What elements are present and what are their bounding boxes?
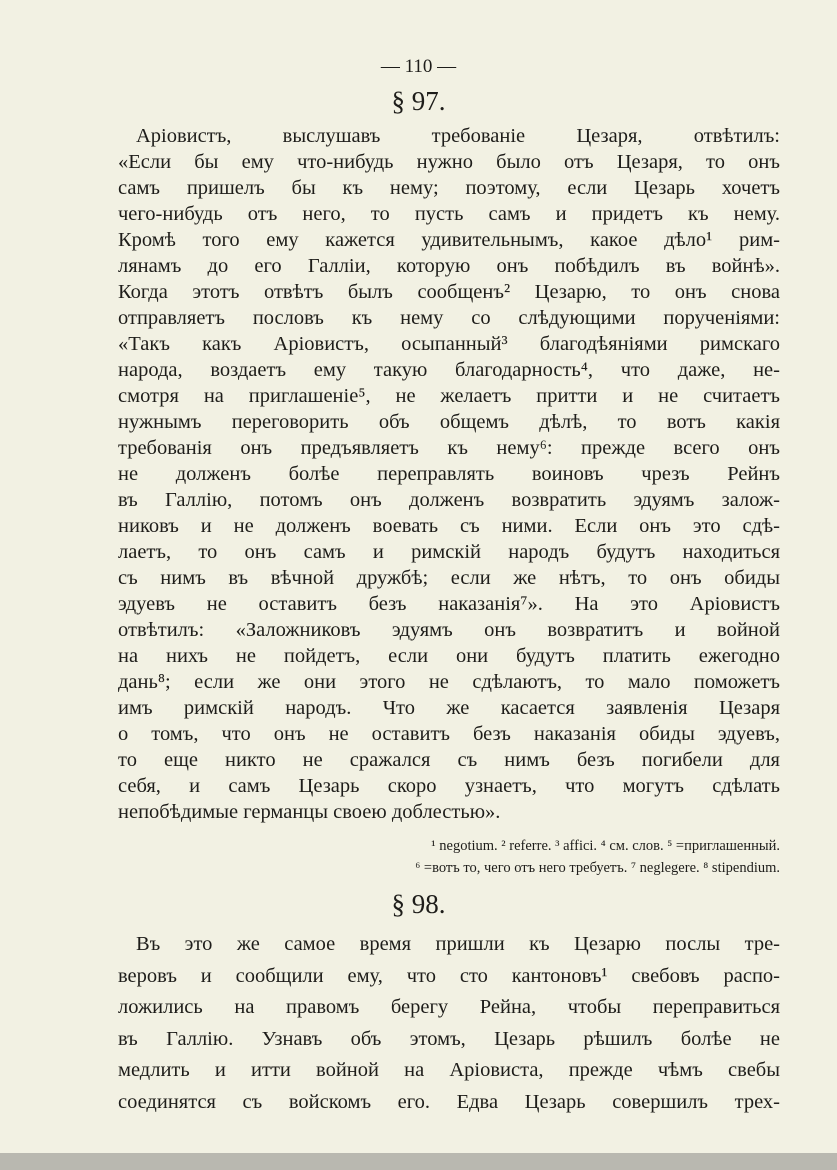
text-line: Аріовистъ, выслушавъ требованіе Цезаря, отвѣтилъ:: [136, 125, 780, 147]
text-line: то еще никто не сражался съ нимъ безъ погибели для: [118, 749, 780, 771]
scan-edge: [0, 1153, 837, 1170]
page-number: — 110 —: [380, 56, 457, 77]
text-line: нужнымъ переговорить объ общемъ дѣлѣ, то вотъ какія: [118, 411, 780, 433]
text-line: веровъ и сообщили ему, что сто кантоновъ¹ свебовъ распо-: [118, 964, 780, 987]
text-line: въ Галлію, потомъ онъ долженъ возвратить эдуямъ залож-: [118, 489, 780, 511]
section-98-text: [118, 929, 780, 1119]
text-line: непобѣдимые германцы своею доблестью».: [118, 801, 501, 823]
section-97-text: [118, 123, 780, 825]
text-line: самъ пришелъ бы къ нему; поэтому, если Цезарь хочетъ: [118, 177, 780, 199]
text-line: имъ римскій народъ. Что же касается заявленія Цезаря: [118, 697, 780, 719]
text-line: народа, воздаетъ ему такую благодарность⁴, что даже, не-: [118, 359, 780, 381]
text-line: чего-нибудь отъ него, то пусть самъ и придетъ къ нему.: [118, 203, 780, 225]
section-heading-98: § 98.: [391, 889, 446, 919]
text-line: Въ это же самое время пришли къ Цезарю послы тре-: [136, 933, 780, 955]
section-heading-97: § 97.: [391, 86, 446, 116]
text-line: лянамъ до его Галліи, которую онъ побѣдилъ въ войнѣ».: [118, 255, 780, 277]
text-line: требованія онъ предъявляетъ къ нему⁶: прежде всего онъ: [118, 437, 780, 459]
text-line: никовъ и не долженъ воевать съ ними. Если онъ это сдѣ-: [118, 515, 780, 537]
text-line: себя, и самъ Цезарь скоро узнаетъ, что могутъ сдѣлать: [118, 775, 780, 797]
text-line: медлить и итти войной на Аріовиста, прежде чѣмъ свебы: [118, 1059, 780, 1082]
text-line: смотря на приглашеніе⁵, не желаетъ притти и не считаетъ: [118, 385, 780, 407]
text-line: отвѣтилъ: «Заложниковъ эдуямъ онъ возвратитъ и войной: [118, 619, 780, 641]
text-line: не долженъ болѣе переправлять воиновъ чрезъ Рейнъ: [118, 463, 780, 485]
text-line: Когда этотъ отвѣтъ былъ сообщенъ² Цезарю, то онъ снова: [118, 281, 780, 303]
text-line: о томъ, что онъ не оставитъ безъ наказанія обиды эдуевъ,: [118, 723, 780, 745]
text-line: отправляетъ пословъ къ нему со слѣдующими порученіями:: [118, 307, 780, 329]
text-line: съ нимъ въ вѣчной дружбѣ; если же нѣтъ, то онъ обиды: [118, 567, 780, 589]
text-line: «Если бы ему что-нибудь нужно было отъ Цезаря, то онъ: [118, 151, 780, 173]
text-line: въ Галлію. Узнавъ объ этомъ, Цезарь рѣшилъ болѣе не: [118, 1027, 780, 1050]
text-line: соединятся съ войскомъ его. Едва Цезарь совершилъ трех-: [118, 1090, 780, 1113]
text-line: эдуевъ не оставитъ безъ наказанія⁷». На это Аріовистъ: [118, 593, 780, 615]
text-line: «Такъ какъ Аріовистъ, осыпанный³ благодѣяніями римскаго: [118, 333, 780, 355]
text-line: лаетъ, то онъ самъ и римскій народъ будутъ находиться: [118, 541, 780, 563]
text-line: Кромѣ того ему кажется удивительнымъ, какое дѣло¹ рим-: [118, 229, 780, 251]
footnote-line: ¹ negotium. ² referre. ³ affici. ⁴ см. слов. ⁵ =приглашенный.: [431, 838, 780, 854]
footnote-line: ⁶ =вотъ то, чего отъ него требуетъ. ⁷ neglegere. ⁸ stipendium.: [415, 860, 780, 876]
text-line: дань⁸; если же они этого не сдѣлаютъ, то мало поможетъ: [118, 671, 780, 693]
text-line: ложились на правомъ берегу Рейна, чтобы переправиться: [118, 996, 780, 1019]
text-line: на нихъ не пойдетъ, если они будутъ платить ежегодно: [118, 645, 780, 667]
